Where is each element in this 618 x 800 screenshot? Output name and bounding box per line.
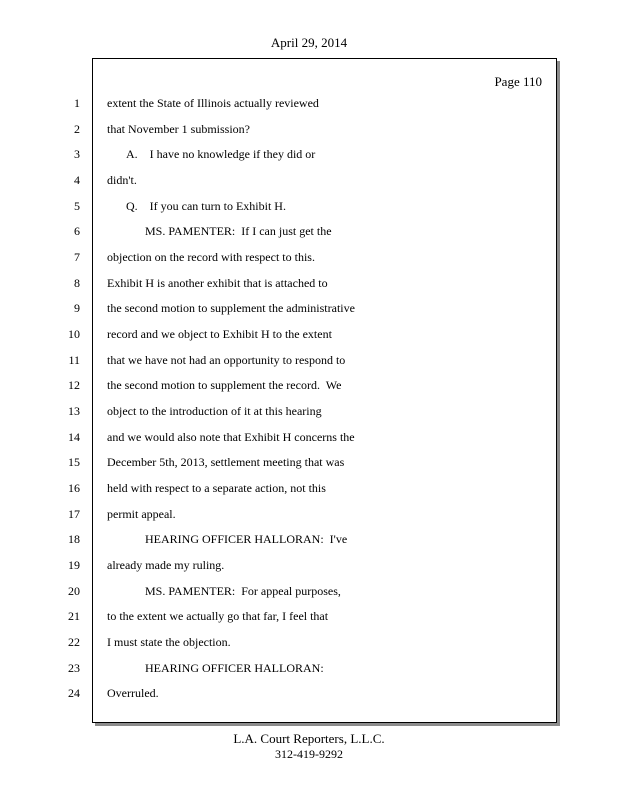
line-number: 1	[74, 96, 80, 110]
line-number: 13	[68, 404, 80, 418]
page-number: Page 110	[494, 74, 542, 89]
transcript-line: December 5th, 2013, settlement meeting that was	[107, 455, 345, 469]
line-number: 3	[74, 147, 80, 161]
transcript-line: objection on the record with respect to this.	[107, 250, 315, 264]
transcript-line: already made my ruling.	[107, 558, 225, 572]
transcript-line: that we have not had an opportunity to respond to	[107, 353, 346, 367]
footer-phone: 312-419-9292	[275, 747, 343, 761]
line-number: 9	[74, 301, 80, 315]
transcript-line: didn't.	[107, 173, 137, 187]
line-number: 6	[74, 224, 80, 238]
line-number: 12	[68, 378, 80, 392]
transcript-line: Overruled.	[107, 686, 159, 700]
transcript-line: and we would also note that Exhibit H concerns the	[107, 430, 355, 444]
transcript-line: I must state the objection.	[107, 635, 231, 649]
transcript-line: permit appeal.	[107, 507, 176, 521]
transcript-line: Exhibit H is another exhibit that is attached to	[107, 276, 328, 290]
line-number: 2	[74, 122, 80, 136]
header-date: April 29, 2014	[270, 35, 348, 50]
line-number: 4	[74, 173, 80, 187]
transcript-line: the second motion to supplement the administrative	[107, 301, 355, 315]
line-number: 11	[68, 353, 80, 367]
transcript-line: extent the State of Illinois actually reviewed	[107, 96, 319, 110]
line-number: 20	[68, 584, 80, 598]
line-number: 5	[74, 199, 80, 213]
transcript-line: held with respect to a separate action, not this	[107, 481, 326, 495]
transcript-line: HEARING OFFICER HALLORAN:	[145, 661, 324, 675]
transcript-line: the second motion to supplement the record. We	[107, 378, 342, 392]
line-number: 17	[68, 507, 80, 521]
footer-firm-name: L.A. Court Reporters, L.L.C.	[233, 731, 385, 746]
line-number: 15	[68, 455, 80, 469]
transcript-line: that November 1 submission?	[107, 122, 250, 136]
transcript-line: Q. If you can turn to Exhibit H.	[126, 199, 286, 213]
line-number: 19	[68, 558, 80, 572]
line-number: 23	[68, 661, 80, 675]
transcript-line: MS. PAMENTER: If I can just get the	[145, 224, 332, 238]
line-number: 24	[68, 686, 80, 700]
transcript-line: HEARING OFFICER HALLORAN: I've	[145, 532, 348, 546]
transcript-line: object to the introduction of it at this hearing	[107, 404, 322, 418]
line-number: 7	[74, 250, 80, 264]
line-number: 16	[68, 481, 80, 495]
line-number: 8	[74, 276, 80, 290]
transcript-line: A. I have no knowledge if they did or	[126, 147, 316, 161]
transcript-line: to the extent we actually go that far, I feel that	[107, 609, 329, 623]
line-number: 14	[68, 430, 80, 444]
line-number: 18	[68, 532, 80, 546]
line-number: 21	[68, 609, 80, 623]
transcript-line: MS. PAMENTER: For appeal purposes,	[145, 584, 341, 598]
line-number: 10	[68, 327, 80, 341]
line-number: 22	[68, 635, 80, 649]
transcript-line: record and we object to Exhibit H to the extent	[107, 327, 332, 341]
